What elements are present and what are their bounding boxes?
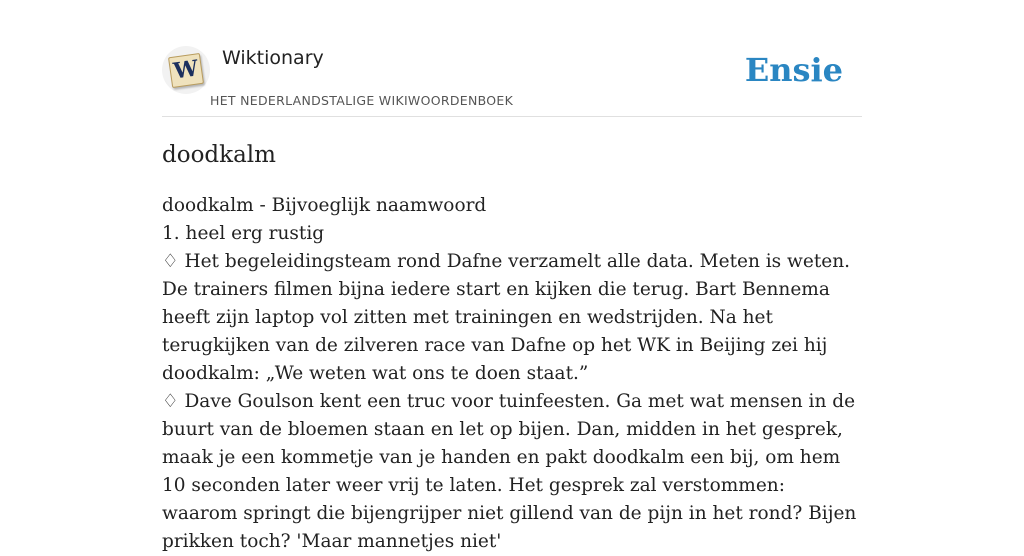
page-title: doodkalm bbox=[162, 142, 276, 168]
part-of-speech-line: doodkalm - Bijvoeglijk naamwoord bbox=[162, 195, 487, 216]
site-header bbox=[162, 0, 862, 117]
page bbox=[162, 0, 862, 552]
wiktionary-logo-icon[interactable] bbox=[162, 46, 210, 94]
site-tagline: HET NEDERLANDSTALIGE WIKIWOORDENBOEK bbox=[210, 93, 514, 108]
logo-tile bbox=[168, 53, 204, 88]
definition: 1. heel erg rustig bbox=[162, 223, 325, 244]
logo-letter: W bbox=[171, 55, 200, 85]
site-name-link[interactable]: Wiktionary bbox=[222, 47, 324, 69]
example-sentence: ♢ Het begeleidingsteam rond Dafne verzamelt alle data. Meten is weten. De trainers filmen bijna iedere start en kijken die terug. Bart Bennema heeft zijn laptop vol zitten met trainingen en wedstrijden. Na het terugkijken van de zilveren race van Dafne op het WK in Beijing zei hij doodkalm: „We weten wat ons te doen staat.” bbox=[162, 251, 850, 384]
ensie-brand-link[interactable]: Ensie bbox=[744, 51, 843, 89]
entry-content bbox=[162, 192, 862, 556]
example-sentence: ♢ Dave Goulson kent een truc voor tuinfeesten. Ga met wat mensen in de buurt van de bloemen staan en let op bijen. Dan, midden in het gesprek, maak je een kommetje van je handen en pakt doodkalm een bij, om hem 10 seconden later weer vrij te laten. Het gesprek zal verstommen: waarom springt die bijengrijper niet gillend van de pijn in het rond? Bijen prikken toch? 'Maar mannetjes niet' bbox=[162, 391, 857, 552]
